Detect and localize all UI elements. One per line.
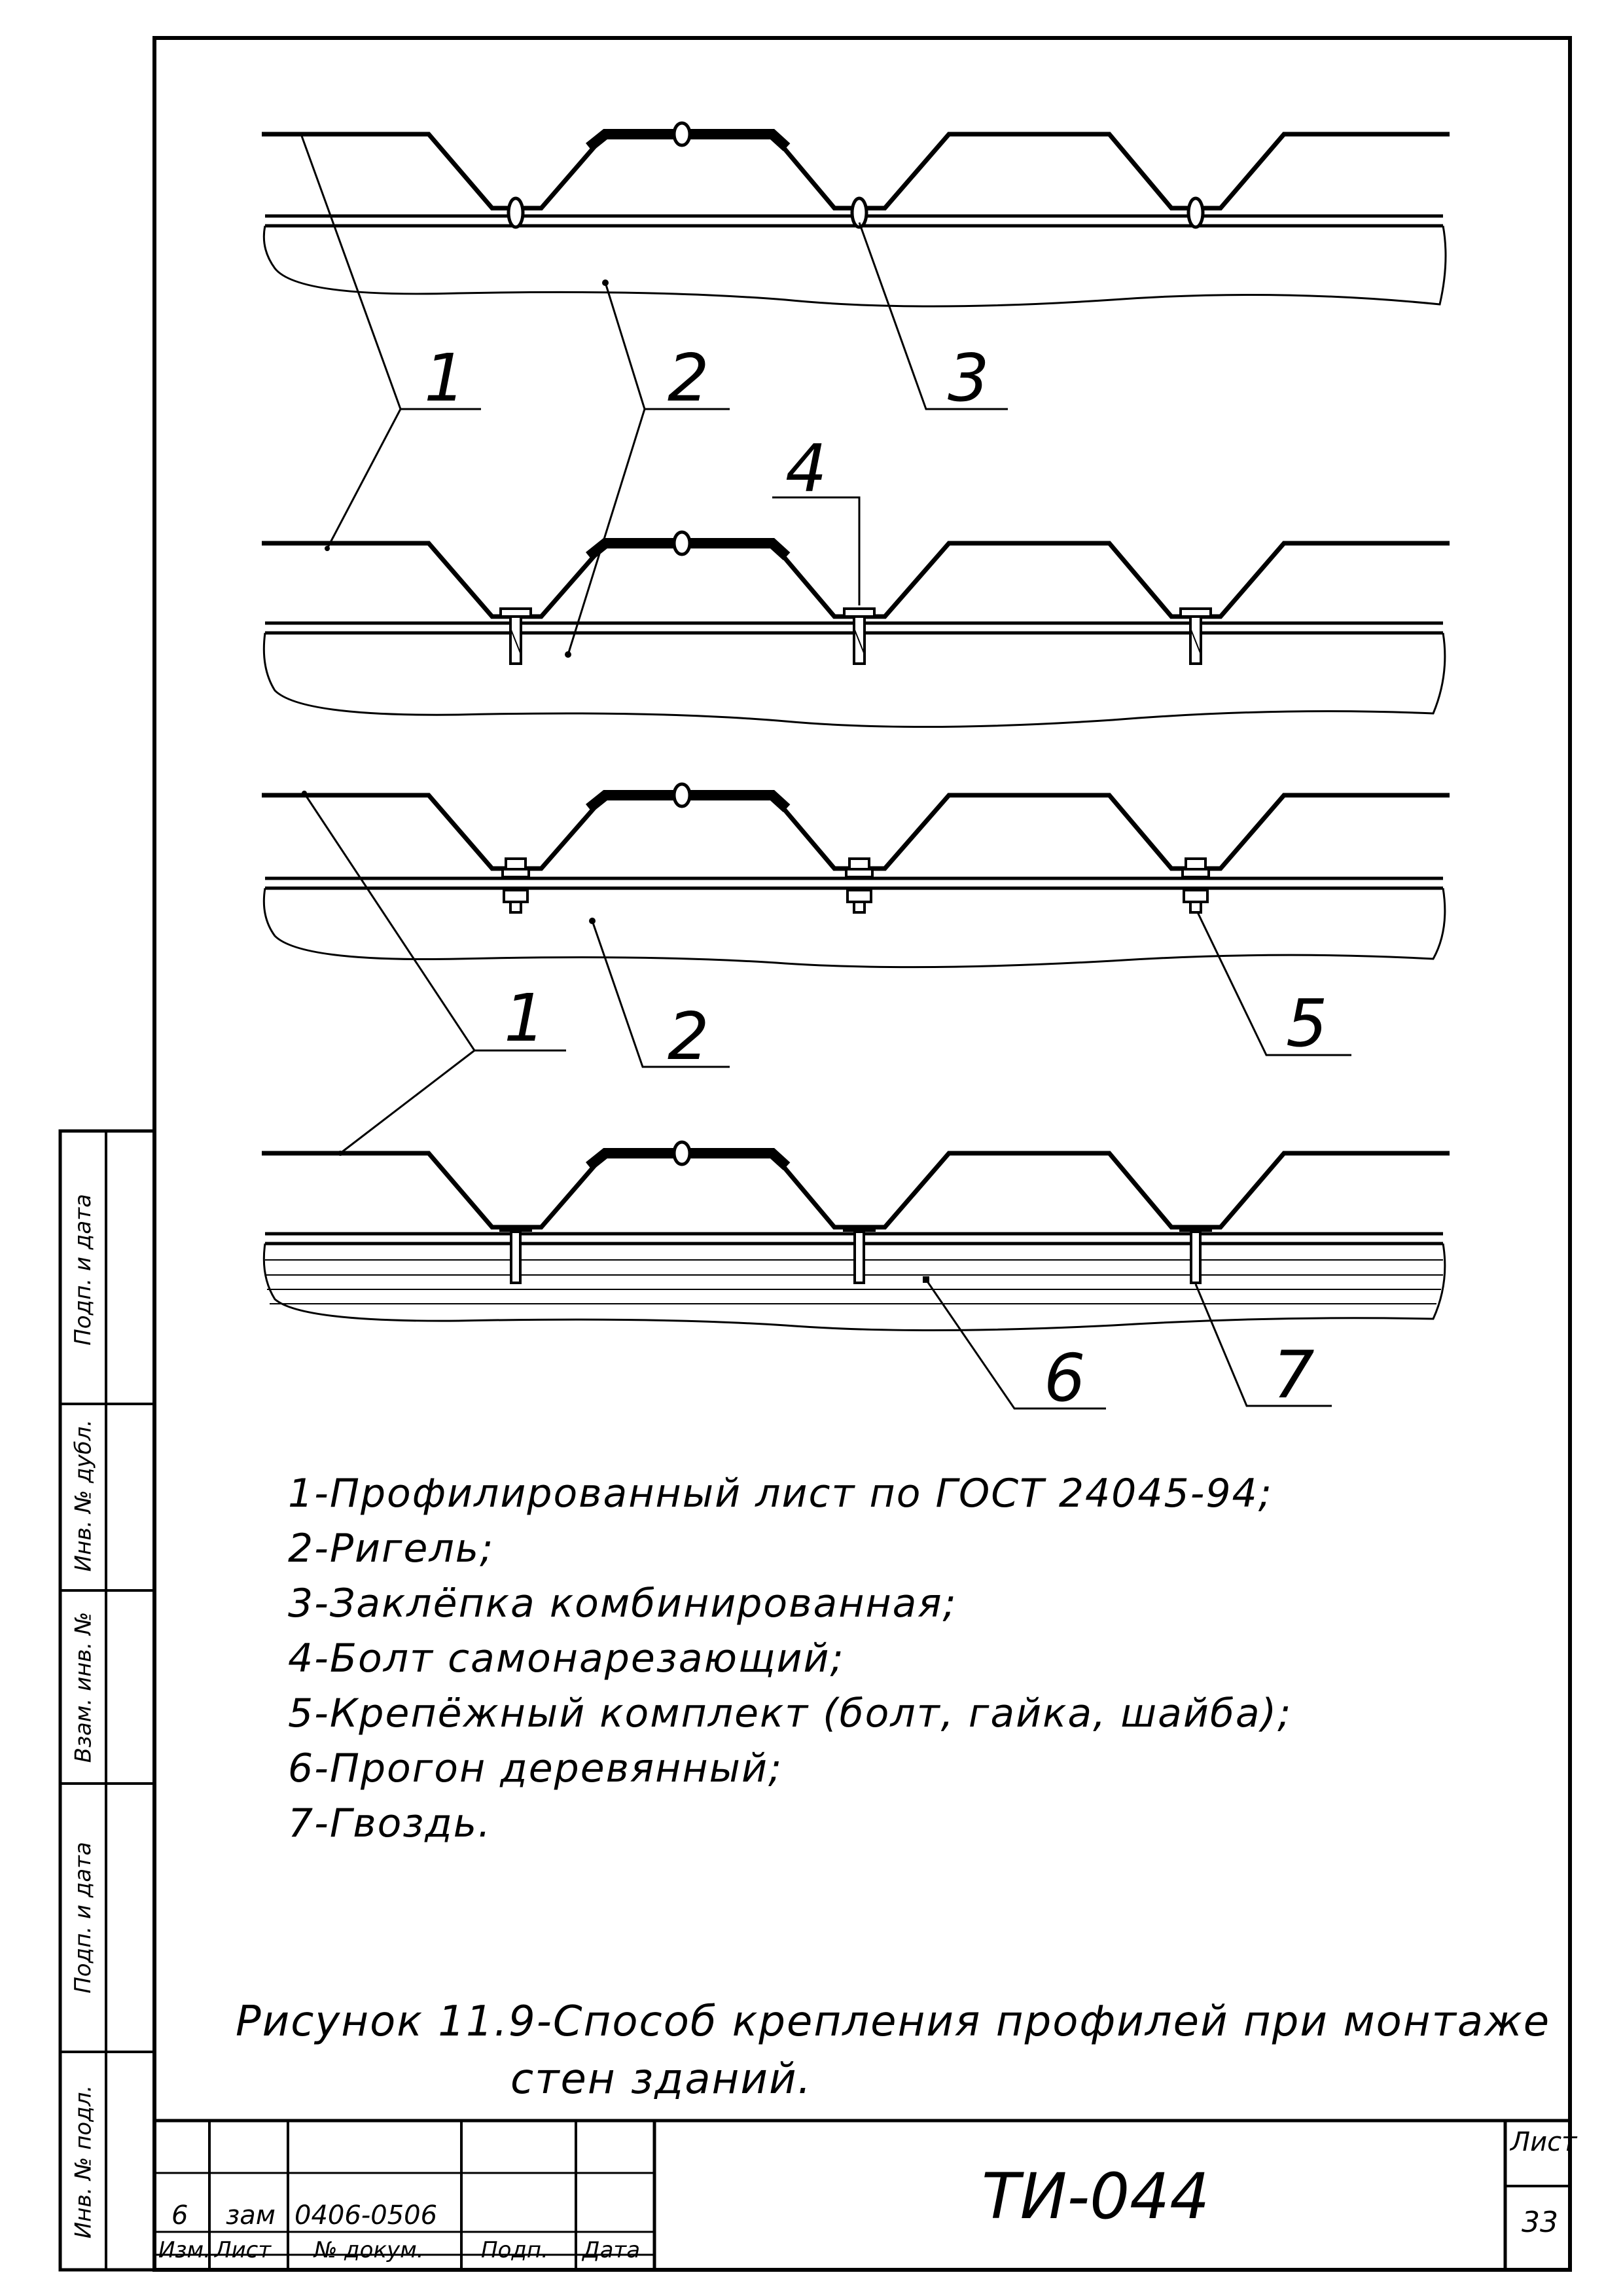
- stamp-podp-data-bottom: Подп. и дата: [70, 1842, 97, 1994]
- callout-2: 2: [668, 998, 709, 1075]
- stamp-vzam-inv: Взам. инв. №: [70, 1611, 97, 1763]
- callout-1: 1: [504, 980, 546, 1056]
- stamp-inv-podl: Инв. № подл.: [70, 2085, 97, 2238]
- profiled-sheet: [262, 543, 1450, 617]
- rivet: [1188, 198, 1203, 227]
- self-tapping-bolt: [501, 609, 531, 664]
- tb-doc-no-value: 0406-0506: [294, 2200, 438, 2231]
- callout-1: 1: [424, 340, 466, 416]
- detail-1-rivet: [262, 123, 1450, 306]
- caption-line-1: Рисунок 11.9-Способ крепления профилей при монтаже: [236, 1998, 1551, 2046]
- callout-5: 5: [1286, 985, 1328, 1062]
- tb-col-podp: Подп.: [481, 2237, 548, 2263]
- fastening-kit: [503, 859, 529, 912]
- self-tapping-bolt: [844, 609, 874, 664]
- profiled-sheet: [262, 1153, 1450, 1227]
- legend-item: 1-Профилированный лист по ГОСТ 24045-94;: [288, 1471, 1273, 1516]
- legend-item: 4-Болт самонарезающий;: [288, 1636, 845, 1681]
- callout-4: 4: [785, 430, 827, 507]
- fastening-kit: [846, 859, 872, 912]
- detail-2-self-tapping-bolt: [262, 532, 1450, 727]
- callout-2: 2: [668, 340, 709, 416]
- fastening-kit: [1183, 859, 1209, 912]
- stamp-inv-dubl: Инв. № дубл.: [70, 1419, 96, 1572]
- detail-3-fastening-kit: [262, 784, 1450, 967]
- legend-item: 5-Крепёжный комплект (болт, гайка, шайба);: [288, 1691, 1293, 1736]
- tb-change-type: зам: [226, 2200, 276, 2231]
- tb-col-data: Дата: [582, 2237, 641, 2263]
- tb-designation: ТИ-044: [982, 2160, 1210, 2233]
- legend-item: 3-Заклёпка комбинированная;: [288, 1581, 957, 1626]
- callout-3: 3: [948, 340, 990, 416]
- crossbar-break-line: [264, 226, 1446, 306]
- caption-line-2: стен зданий.: [510, 2055, 812, 2104]
- tb-col-list: Лист: [215, 2237, 272, 2263]
- tb-col-izm: Изм.: [158, 2237, 211, 2263]
- stamp-podp-data-top: Подп. и дата: [70, 1194, 97, 1346]
- profiled-sheet: [262, 134, 1450, 208]
- legend: [288, 1466, 1292, 1851]
- self-tapping-bolt: [1181, 609, 1211, 664]
- tb-sheet-no: 33: [1522, 2206, 1558, 2239]
- figure-caption: [236, 1993, 1551, 2108]
- detail-4-nail-wood-purlin: [262, 1142, 1450, 1331]
- legend-item: 7-Гвоздь.: [288, 1801, 492, 1846]
- callout-6: 6: [1044, 1340, 1086, 1416]
- rivet: [508, 198, 523, 227]
- legend-item: 2-Ригель;: [288, 1526, 495, 1571]
- tb-change-no: 6: [171, 2200, 188, 2231]
- callout-7: 7: [1273, 1336, 1315, 1413]
- tb-col-doc: № докум.: [314, 2237, 424, 2263]
- legend-item: 6-Прогон деревянный;: [288, 1746, 783, 1791]
- tb-sheet-label: Лист: [1510, 2127, 1577, 2157]
